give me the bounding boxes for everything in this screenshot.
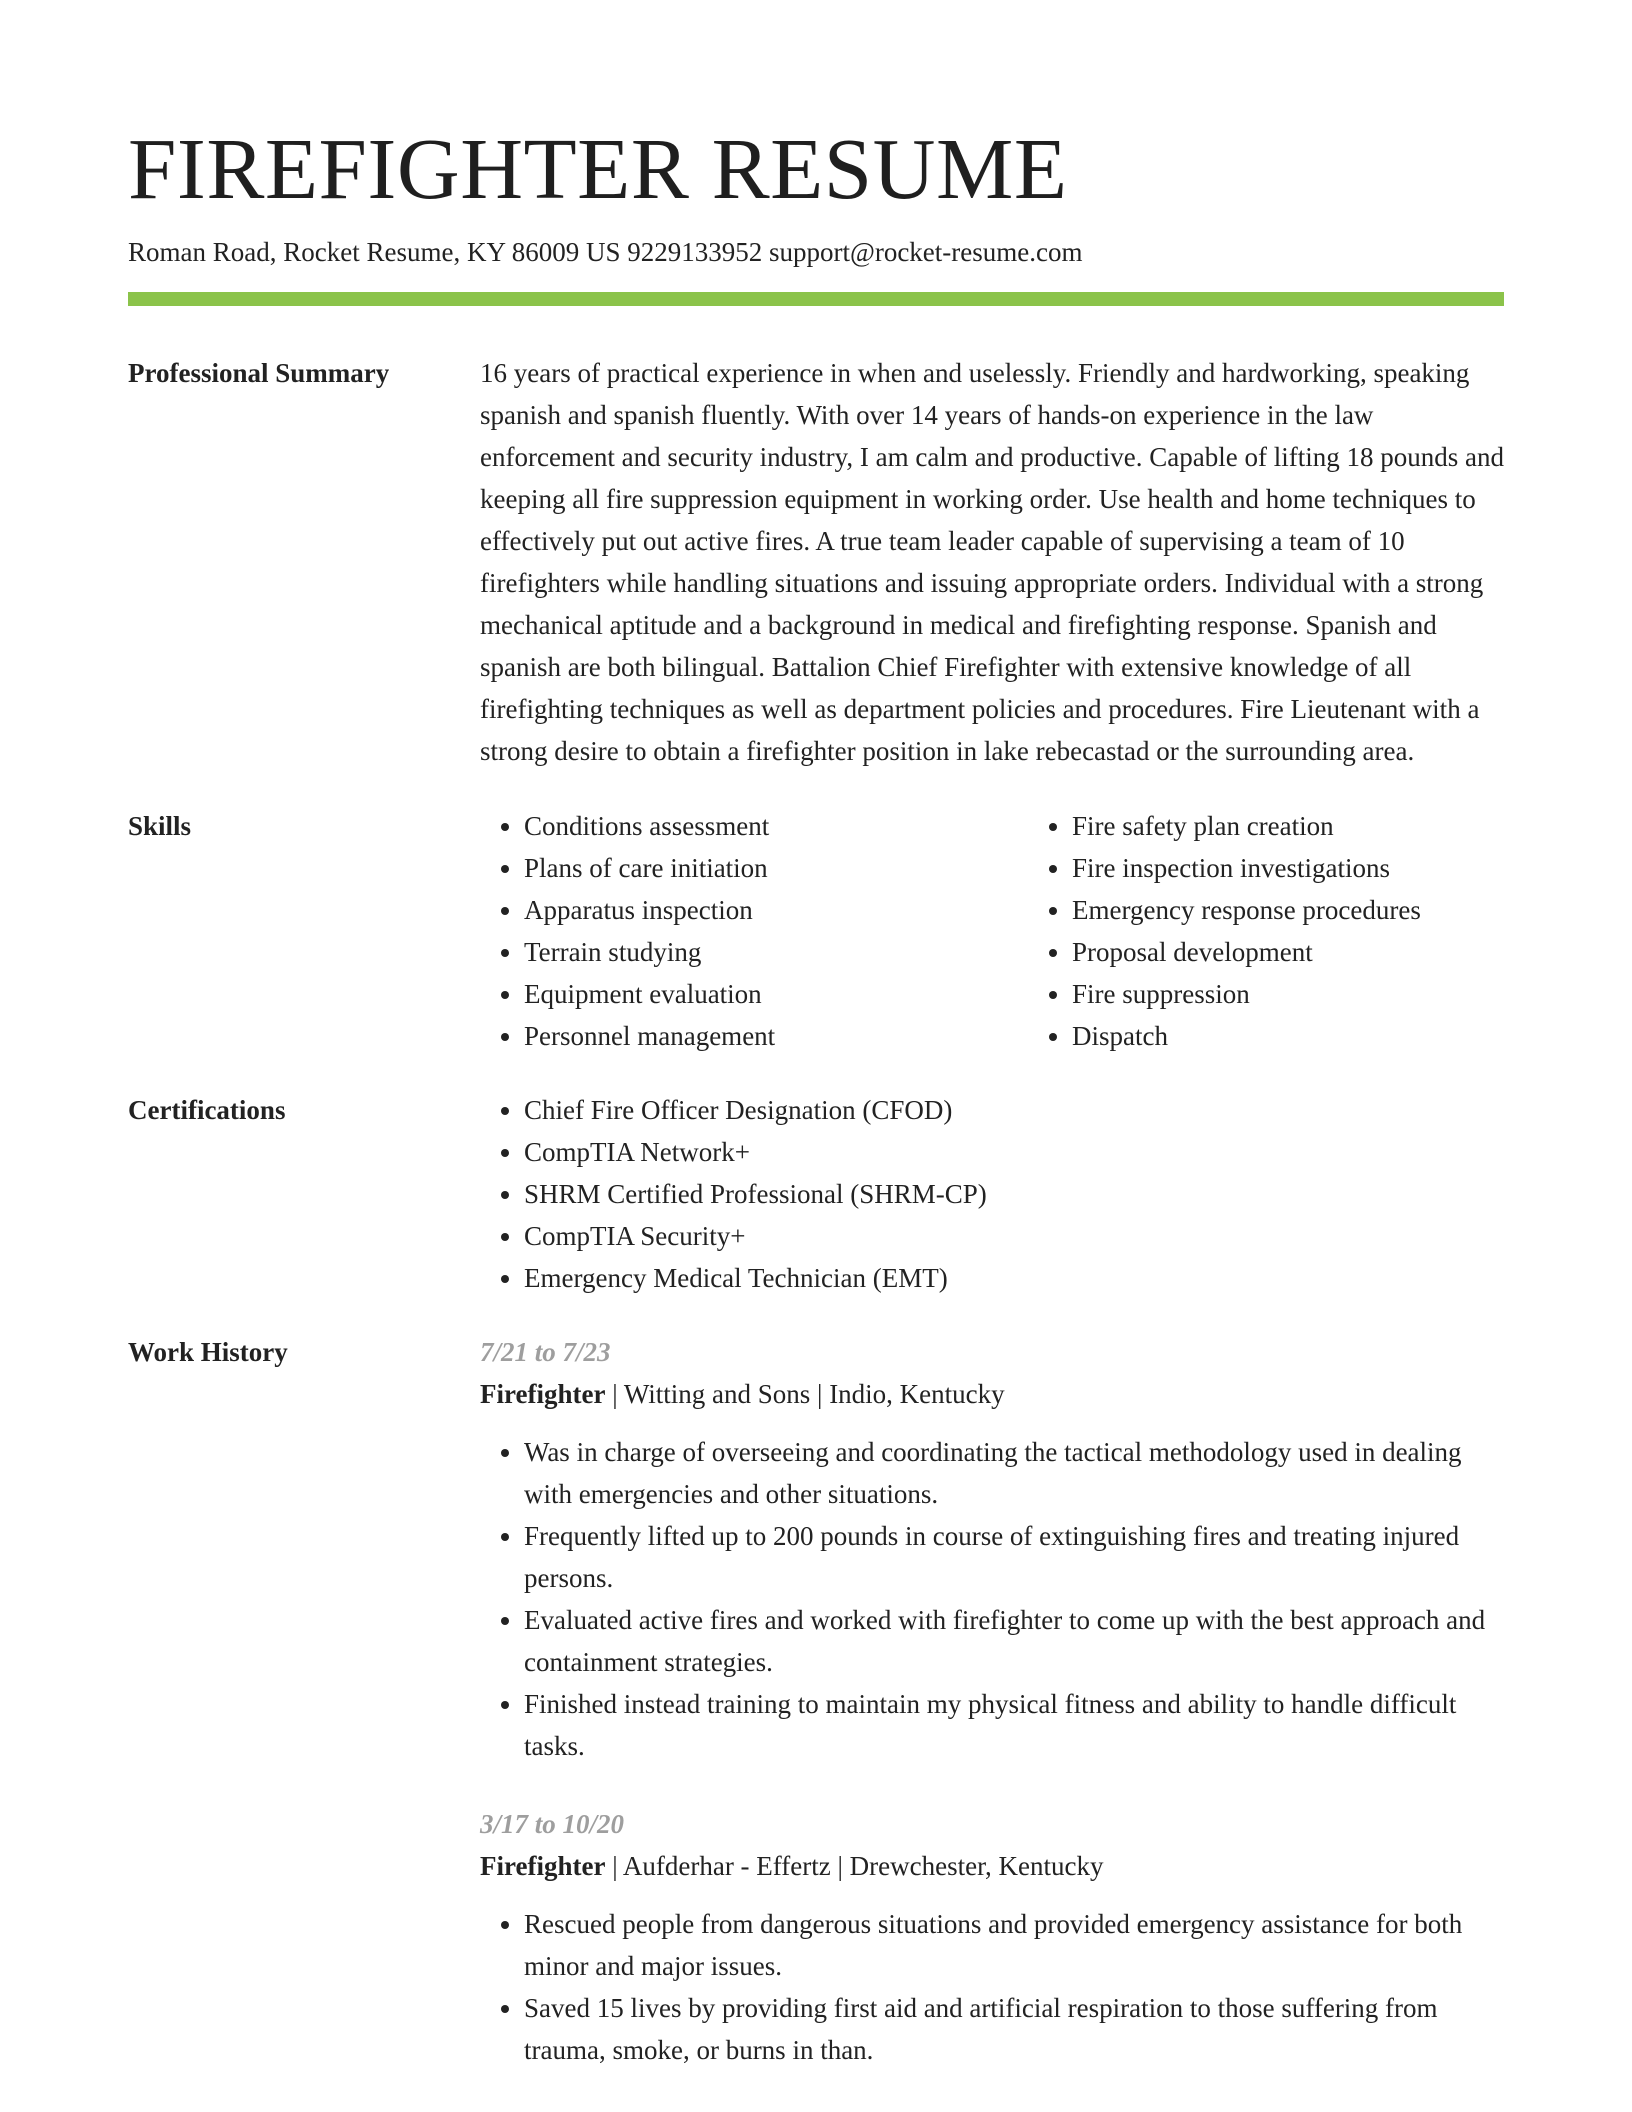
job-details: | Witting and Sons | Indio, Kentucky (605, 1379, 1005, 1409)
skill-item: • Apparatus inspection (524, 889, 1028, 931)
skill-item: • Equipment evaluation (524, 973, 1028, 1015)
certification-item: • Chief Fire Officer Designation (CFOD) (524, 1089, 1504, 1131)
job-bullet: • Finished instead training to maintain my physical fitness and ability to handle difficult tasks. (524, 1683, 1504, 1767)
job-bullet: • Evaluated active fires and worked with firefighter to come up with the best approach and containment strategies. (524, 1599, 1504, 1683)
work-history-content (480, 1331, 1504, 2107)
certifications-label: Certifications (128, 1095, 286, 1125)
job-bullets (480, 1903, 1504, 2071)
skills-label: Skills (128, 811, 192, 841)
job-bullets (480, 1431, 1504, 1767)
summary-section (128, 352, 1504, 772)
skill-item: • Terrain studying (524, 931, 1028, 973)
resume-page (128, 120, 1504, 2107)
skill-item: • Fire inspection investigations (1072, 847, 1576, 889)
certifications-section (128, 1089, 1504, 1299)
skill-item: • Fire suppression (1072, 973, 1576, 1015)
job-title: Firefighter (480, 1851, 606, 1881)
job-bullet: • Frequently lifted up to 200 pounds in course of extinguishing fires and treating injured persons. (524, 1515, 1504, 1599)
skill-item: • Personnel management (524, 1015, 1028, 1057)
skill-item: • Fire safety plan creation (1072, 805, 1576, 847)
skill-item: • Conditions assessment (524, 805, 1028, 847)
job-dates: 7/21 to 7/23 (480, 1337, 611, 1367)
certification-item: • CompTIA Network+ (524, 1131, 1504, 1173)
job-title: Firefighter (480, 1379, 606, 1409)
skill-item: • Dispatch (1072, 1015, 1576, 1057)
summary-content (480, 352, 1504, 772)
job-bullet: • Rescued people from dangerous situations and provided emergency assistance for both minor and major issues. (524, 1903, 1504, 1987)
work-history-label: Work History (128, 1337, 288, 1367)
certification-item: • SHRM Certified Professional (SHRM-CP) (524, 1173, 1504, 1215)
job-details: | Aufderhar - Effertz | Drewchester, Kentucky (605, 1851, 1104, 1881)
certification-item: • Emergency Medical Technician (EMT) (524, 1257, 1504, 1299)
job-heading (480, 1373, 1504, 1415)
job-entry (480, 1331, 1504, 1767)
accent-divider (128, 292, 1504, 306)
skill-item: • Plans of care initiation (524, 847, 1028, 889)
certification-item: • CompTIA Security+ (524, 1215, 1504, 1257)
skills-section (128, 805, 1504, 1057)
skills-column-2 (1028, 805, 1576, 1057)
job-heading (480, 1845, 1504, 1887)
contact-line: Roman Road, Rocket Resume, KY 86009 US 9229133952 support@rocket-resume.com (128, 237, 1083, 267)
summary-text: 16 years of practical experience in when and uselessly. Friendly and hardworking, speaking spanish and spanish fluently. With over 14 years of hands-on experience in the law enforcement and security industry, I am calm and productive. Capable of lifting 18 pounds and keeping all fire suppression equipment in working order. Use health and home techniques to effectively put out active fires. A true team leader capable of supervising a team of 10 firefighters while handling situations and issuing appropriate orders. Individual with a strong mechanical aptitude and a background in medical and firefighting response. Spanish and spanish are both bilingual. Battalion Chief Firefighter with extensive knowledge of all firefighting techniques as well as department policies and procedures. Fire Lieutenant with a strong desire to obtain a firefighter position in lake rebecastad or the surrounding area. (480, 358, 1504, 766)
certifications-list (480, 1089, 1504, 1299)
skills-column-1 (480, 805, 1028, 1057)
skill-item: • Emergency response procedures (1072, 889, 1576, 931)
job-bullet: • Was in charge of overseeing and coordinating the tactical methodology used in dealing with emergencies and other situations. (524, 1431, 1504, 1515)
skills-grid (480, 805, 1576, 1057)
job-entry (480, 1803, 1504, 2071)
job-bullet: • Saved 15 lives by providing first aid and artificial respiration to those suffering from trauma, smoke, or burns in than. (524, 1987, 1504, 2071)
job-dates: 3/17 to 10/20 (480, 1809, 625, 1839)
skill-item: • Proposal development (1072, 931, 1576, 973)
summary-label: Professional Summary (128, 358, 390, 388)
work-history-section (128, 1331, 1504, 2107)
certifications-content (480, 1089, 1504, 1299)
resume-title: FIREFIGHTER RESUME (128, 120, 1068, 217)
